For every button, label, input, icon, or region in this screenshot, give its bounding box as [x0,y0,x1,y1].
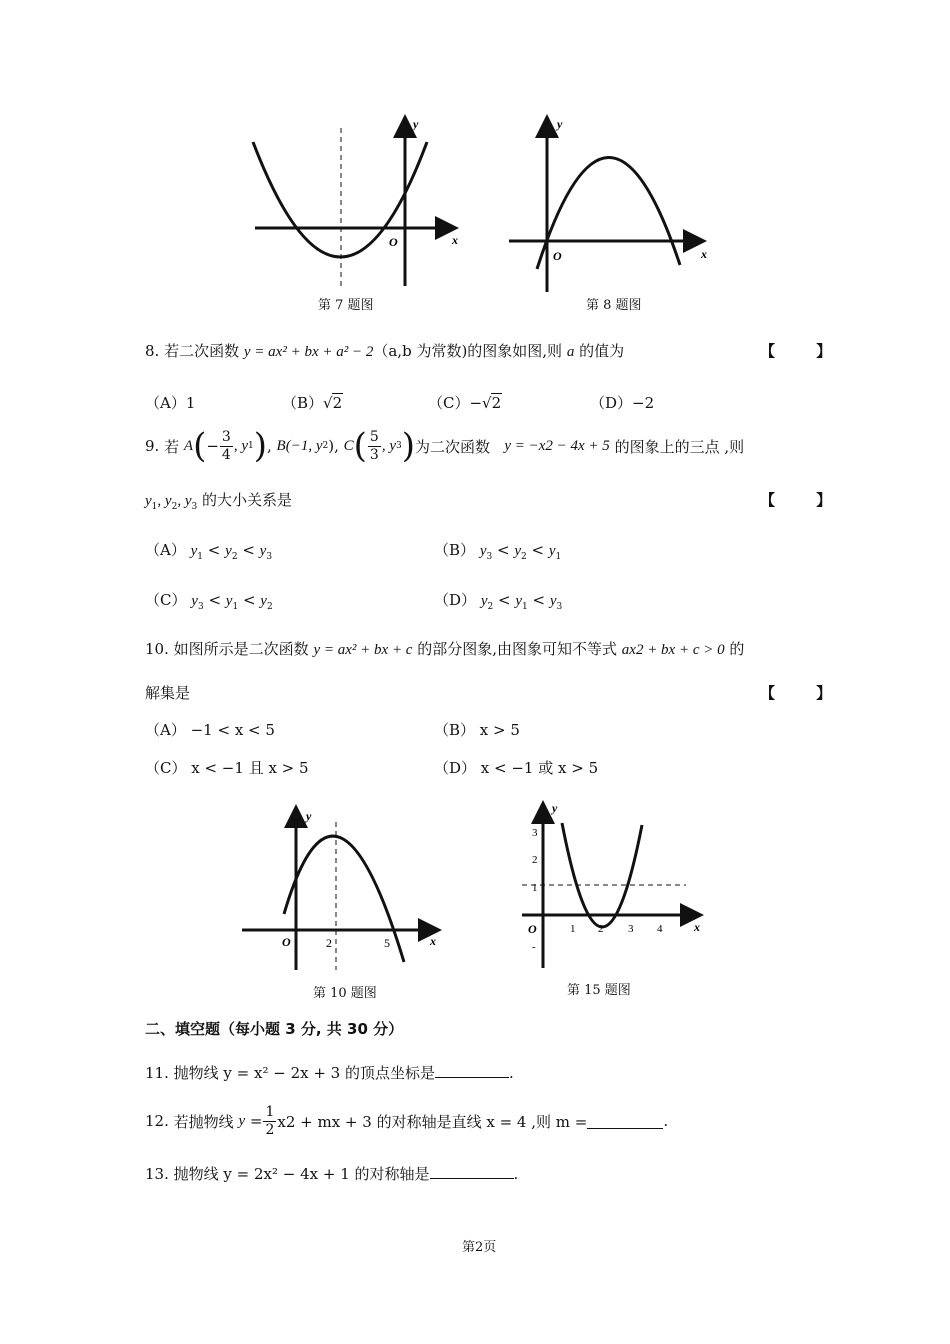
question-stem: x2 + mx + 3 的对称轴是直线 x = 4 ,则 m = [277,1112,588,1131]
option-a: （A） $y_1 < y_2 < y_3$ [145,541,273,562]
point-c-label: C [343,437,354,454]
tick-label: 3 [532,827,538,839]
formula: y = −x2 − 4x + 5 [504,437,610,454]
question-10-line2: 解集是 [145,684,191,702]
section-title: 二、填空题（每小题 3 分, 共 30 分） [145,1020,404,1038]
answer-blank[interactable] [430,1164,514,1179]
option-a: （A） −1 < x < 5 [145,721,275,739]
tick-label: 2 [532,854,538,866]
sqrt-value: 2 [491,394,502,412]
option-d: （D） x < −1 或 x > 5 [434,759,599,777]
answer-bracket: 【 】 [760,491,850,509]
sqrt-value: 2 [332,394,343,412]
figure-15 [518,798,708,973]
origin-label: O [282,935,291,949]
tick-label: 5 [384,936,390,950]
option-label: （B） [282,394,324,412]
option-c: （C） x < −1 且 x > 5 [145,759,309,777]
tick-label: 1 [532,882,538,894]
y-label: y [306,809,312,823]
x-label: x [430,934,436,948]
question-stem: 抛物线 y = x² − 2x + 3 的顶点坐标是 [173,1064,435,1082]
origin-label: O [553,249,562,263]
question-8 [145,340,624,361]
option-a: （A）1 [145,394,196,412]
option-c: （C） $y_3 < y_1 < y_2$ [145,591,273,612]
figure-10-caption: 第 10 题图 [313,986,377,1001]
formula: y = ax² + bx + c [313,642,413,658]
parabola [253,142,427,257]
fraction: $\frac{1}{2}$ [265,1103,275,1138]
question-12: 12. 若抛物线 y = $\frac{1}{2}$ x2 + mx + 3 的对称轴是直线 x = 4 ,则 m = . [145,1103,669,1138]
answer-blank[interactable] [587,1114,663,1129]
question-stem: 的 [729,640,745,658]
point-a-label: A [183,437,194,454]
question-11: 11. 抛物线 y = x² − 2x + 3 的顶点坐标是 . [145,1064,514,1082]
figure-8-caption: 第 8 题图 [586,298,642,313]
fraction: $\frac{5}{3}$ [369,428,379,463]
tick-label: 4 [657,923,663,935]
question-13: 13. 抛物线 y = 2x² − 4x + 1 的对称轴是 . [145,1165,519,1183]
question-number: 11. [145,1064,169,1082]
figure-7-caption: 第 7 题图 [318,298,374,313]
y-label: y [552,801,558,815]
option-d: （D） $y_2 < y_1 < y_3$ [434,591,563,612]
question-9: 9. 若 A ( − $\frac{3}{4}$ , y 1 ) , B(−1, y 2 ), C ( $\frac{5}{3}$ , y 3 ) 为二次函数 y = −x2 − 4x + 5 的图象上的三点 ,则 [145,426,745,466]
question-number: 8. [145,342,160,360]
page-number: 第2页 [462,1240,497,1255]
x-label: x [701,247,707,261]
option-b: （B） $y_3 < y_2 < y_1$ [434,541,562,562]
tick-label: 2 [326,936,332,950]
tick-label: 1 [570,923,576,935]
question-stem: 抛物线 y = 2x² − 4x + 1 的对称轴是 [173,1165,430,1183]
question-stem: 的大小关系是 [202,491,293,509]
point-b: B(−1, y [276,437,323,454]
y-label: y [557,117,563,131]
origin-label: O [389,235,398,249]
option-c: （C）−√2 [428,394,502,412]
y-label: y [413,117,419,131]
x-label: x [694,920,700,934]
formula: y = ax² + bx + a² − 2 [243,344,374,360]
figure-8 [505,112,715,297]
question-stem: （a,b 为常数)的图象如图,则 [373,342,563,360]
question-number: 12. [145,1112,169,1130]
inequality: ax2 + bx + c > 0 [621,642,725,658]
answer-bracket: 【 】 [760,684,850,702]
tick-label: 2 [598,923,604,935]
question-stem: 若 [164,437,180,456]
tick-label: 3 [628,923,634,935]
figure-10 [238,802,448,974]
option-label: （C）− [428,394,483,412]
origin-label: O [528,922,537,936]
question-stem: 如图所示是二次函数 [173,640,309,658]
question-number: 9. [145,437,160,455]
tick-label: - [532,941,536,953]
question-stem: 的图象上的三点 ,则 [614,437,745,456]
variable: a [566,344,575,360]
question-number: 10. [145,640,169,658]
answer-bracket: 【 】 [760,342,850,360]
x-label: x [452,233,458,247]
option-d: （D）−2 [590,394,655,412]
question-stem: 为二次函数 [414,437,490,456]
question-number: 13. [145,1165,169,1183]
question-stem: 的部分图象,由图象可知不等式 [417,640,617,658]
question-9-line2: $y_1$, $y_2$, $y_3$ 的大小关系是 [145,491,293,512]
answer-blank[interactable] [435,1063,509,1078]
figure-15-caption: 第 15 题图 [567,983,631,998]
question-stem: 若抛物线 [173,1112,234,1131]
parabola [562,823,642,927]
fraction: $\frac{3}{4}$ [221,428,231,463]
option-b: （B） x > 5 [434,721,520,739]
question-stem: 若二次函数 [164,342,240,360]
question-10 [145,638,744,659]
question-stem: 的值为 [579,342,625,360]
option-b: （B）√2 [282,394,343,412]
figure-7 [245,112,465,292]
